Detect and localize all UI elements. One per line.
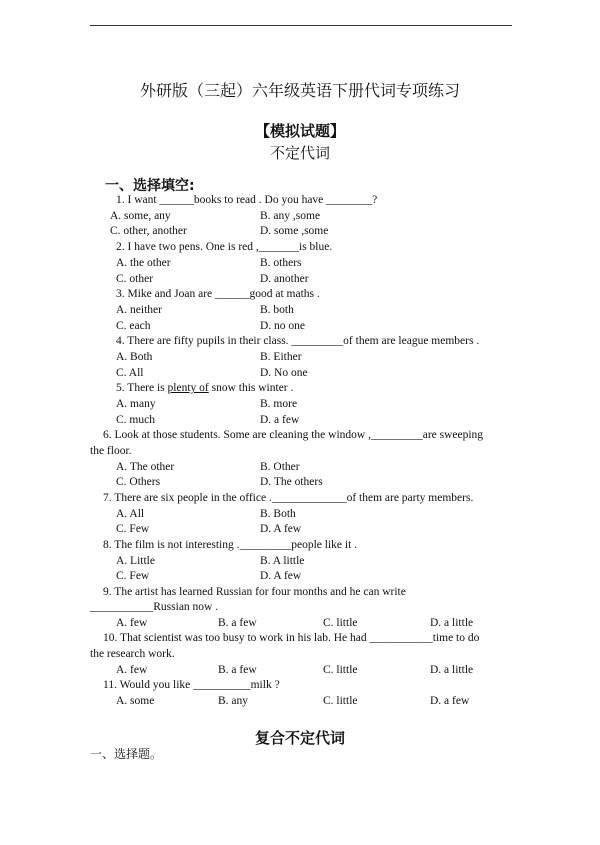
question-4-option-b: B. Either <box>260 351 302 363</box>
question-4-option-d: D. No one <box>260 367 308 379</box>
document-title: 外研版（三起）六年级英语下册代词专项练习 <box>139 81 460 100</box>
sub-heading: 不定代词 <box>269 144 330 162</box>
question-5-option-b: B. more <box>260 398 298 410</box>
question-9-stem-cont: ___________Russian now . <box>90 601 219 613</box>
question-6-option-d: D. The others <box>260 476 323 488</box>
question-9-option-b: B. a few <box>218 617 257 629</box>
question-7-option-c: C. Few <box>116 523 150 535</box>
question-8-option-b: B. A little <box>260 555 305 567</box>
question-6-stem-cont: the floor. <box>90 445 132 457</box>
question-1-option-b: B. any ,some <box>260 210 321 222</box>
section-heading: 一、选择填空: <box>105 178 195 194</box>
section-2-heading: 一、选择题。 <box>90 747 163 761</box>
question-6-option-a: A. The other <box>116 461 175 473</box>
question-11-option-d: D. a few <box>430 695 470 707</box>
question-5-underlined-phrase: plenty of <box>167 382 209 394</box>
question-8-option-c: C. Few <box>116 570 150 582</box>
question-10-option-b: B. a few <box>218 664 257 676</box>
question-10-option-c: C. little <box>323 664 358 676</box>
question-11-option-c: C. little <box>323 695 358 707</box>
question-2-option-b: B. others <box>260 257 302 269</box>
question-11-stem: 11. Would you like __________milk ? <box>103 679 280 691</box>
question-4-stem: 4. There are fifty pupils in their class. _________of them are league members . <box>116 335 480 347</box>
compound-heading: 复合不定代词 <box>254 729 345 747</box>
question-6-stem: 6. Look at those students. Some are cleaning the window ,_________are sweeping <box>103 429 484 441</box>
question-2-option-d: D. another <box>260 273 309 285</box>
question-1-option-a: A. some, any <box>110 210 171 222</box>
question-10-option-a: A. few <box>116 664 148 676</box>
question-8-option-d: D. A few <box>260 570 302 582</box>
question-3-option-a: A. neither <box>116 304 162 316</box>
question-5-stem <box>116 382 293 394</box>
exam-heading: 【模拟试题】 <box>254 122 345 140</box>
question-7-option-a: A. All <box>116 508 145 520</box>
question-7-option-d: D. A few <box>260 523 302 535</box>
question-5-option-a: A. many <box>116 398 156 410</box>
question-1-option-c: C. other, another <box>110 225 187 237</box>
question-5-option-d: D. a few <box>260 414 300 426</box>
question-9-option-a: A. few <box>116 617 148 629</box>
question-11-option-a: A. some <box>116 695 155 707</box>
question-2-option-c: C. other <box>116 273 154 285</box>
question-9-stem: 9. The artist has learned Russian for four months and he can write <box>103 586 406 598</box>
question-6-option-c: C. Others <box>116 476 161 488</box>
question-1-stem: 1. I want ______books to read . Do you have ________? <box>116 194 378 206</box>
question-3-option-d: D. no one <box>260 320 306 332</box>
question-2-option-a: A. the other <box>116 257 171 269</box>
question-3-stem: 3. Mike and Joan are ______good at maths . <box>116 288 320 300</box>
question-5-option-c: C. much <box>116 414 155 426</box>
header-rule <box>90 25 512 26</box>
question-9-option-c: C. little <box>323 617 358 629</box>
question-4-option-a: A. Both <box>116 351 153 363</box>
question-5-stem-start: 5. There is <box>116 382 168 394</box>
question-11-option-b: B. any <box>218 695 249 707</box>
question-10-stem-cont: the research work. <box>90 648 175 660</box>
question-6-option-b: B. Other <box>260 461 300 473</box>
question-8-stem: 8. The film is not interesting ._________people like it . <box>103 539 358 551</box>
question-10-option-d: D. a little <box>430 664 474 676</box>
question-3-option-b: B. both <box>260 304 294 316</box>
question-1-option-d: D. some ,some <box>260 225 329 237</box>
question-7-stem: 7. There are six people in the office ._____________of them are party members. <box>103 492 474 504</box>
question-7-option-b: B. Both <box>260 508 296 520</box>
question-8-option-a: A. Little <box>116 555 155 567</box>
question-3-option-c: C. each <box>116 320 151 332</box>
question-10-stem: 10. That scientist was too busy to work in his lab. He had ___________time to do <box>103 632 480 644</box>
question-2-stem: 2. I have two pens. One is red ,_______is blue. <box>116 241 333 253</box>
question-4-option-c: C. All <box>116 367 144 379</box>
question-9-option-d: D. a little <box>430 617 474 629</box>
question-5-stem-end: snow this winter . <box>208 382 294 394</box>
